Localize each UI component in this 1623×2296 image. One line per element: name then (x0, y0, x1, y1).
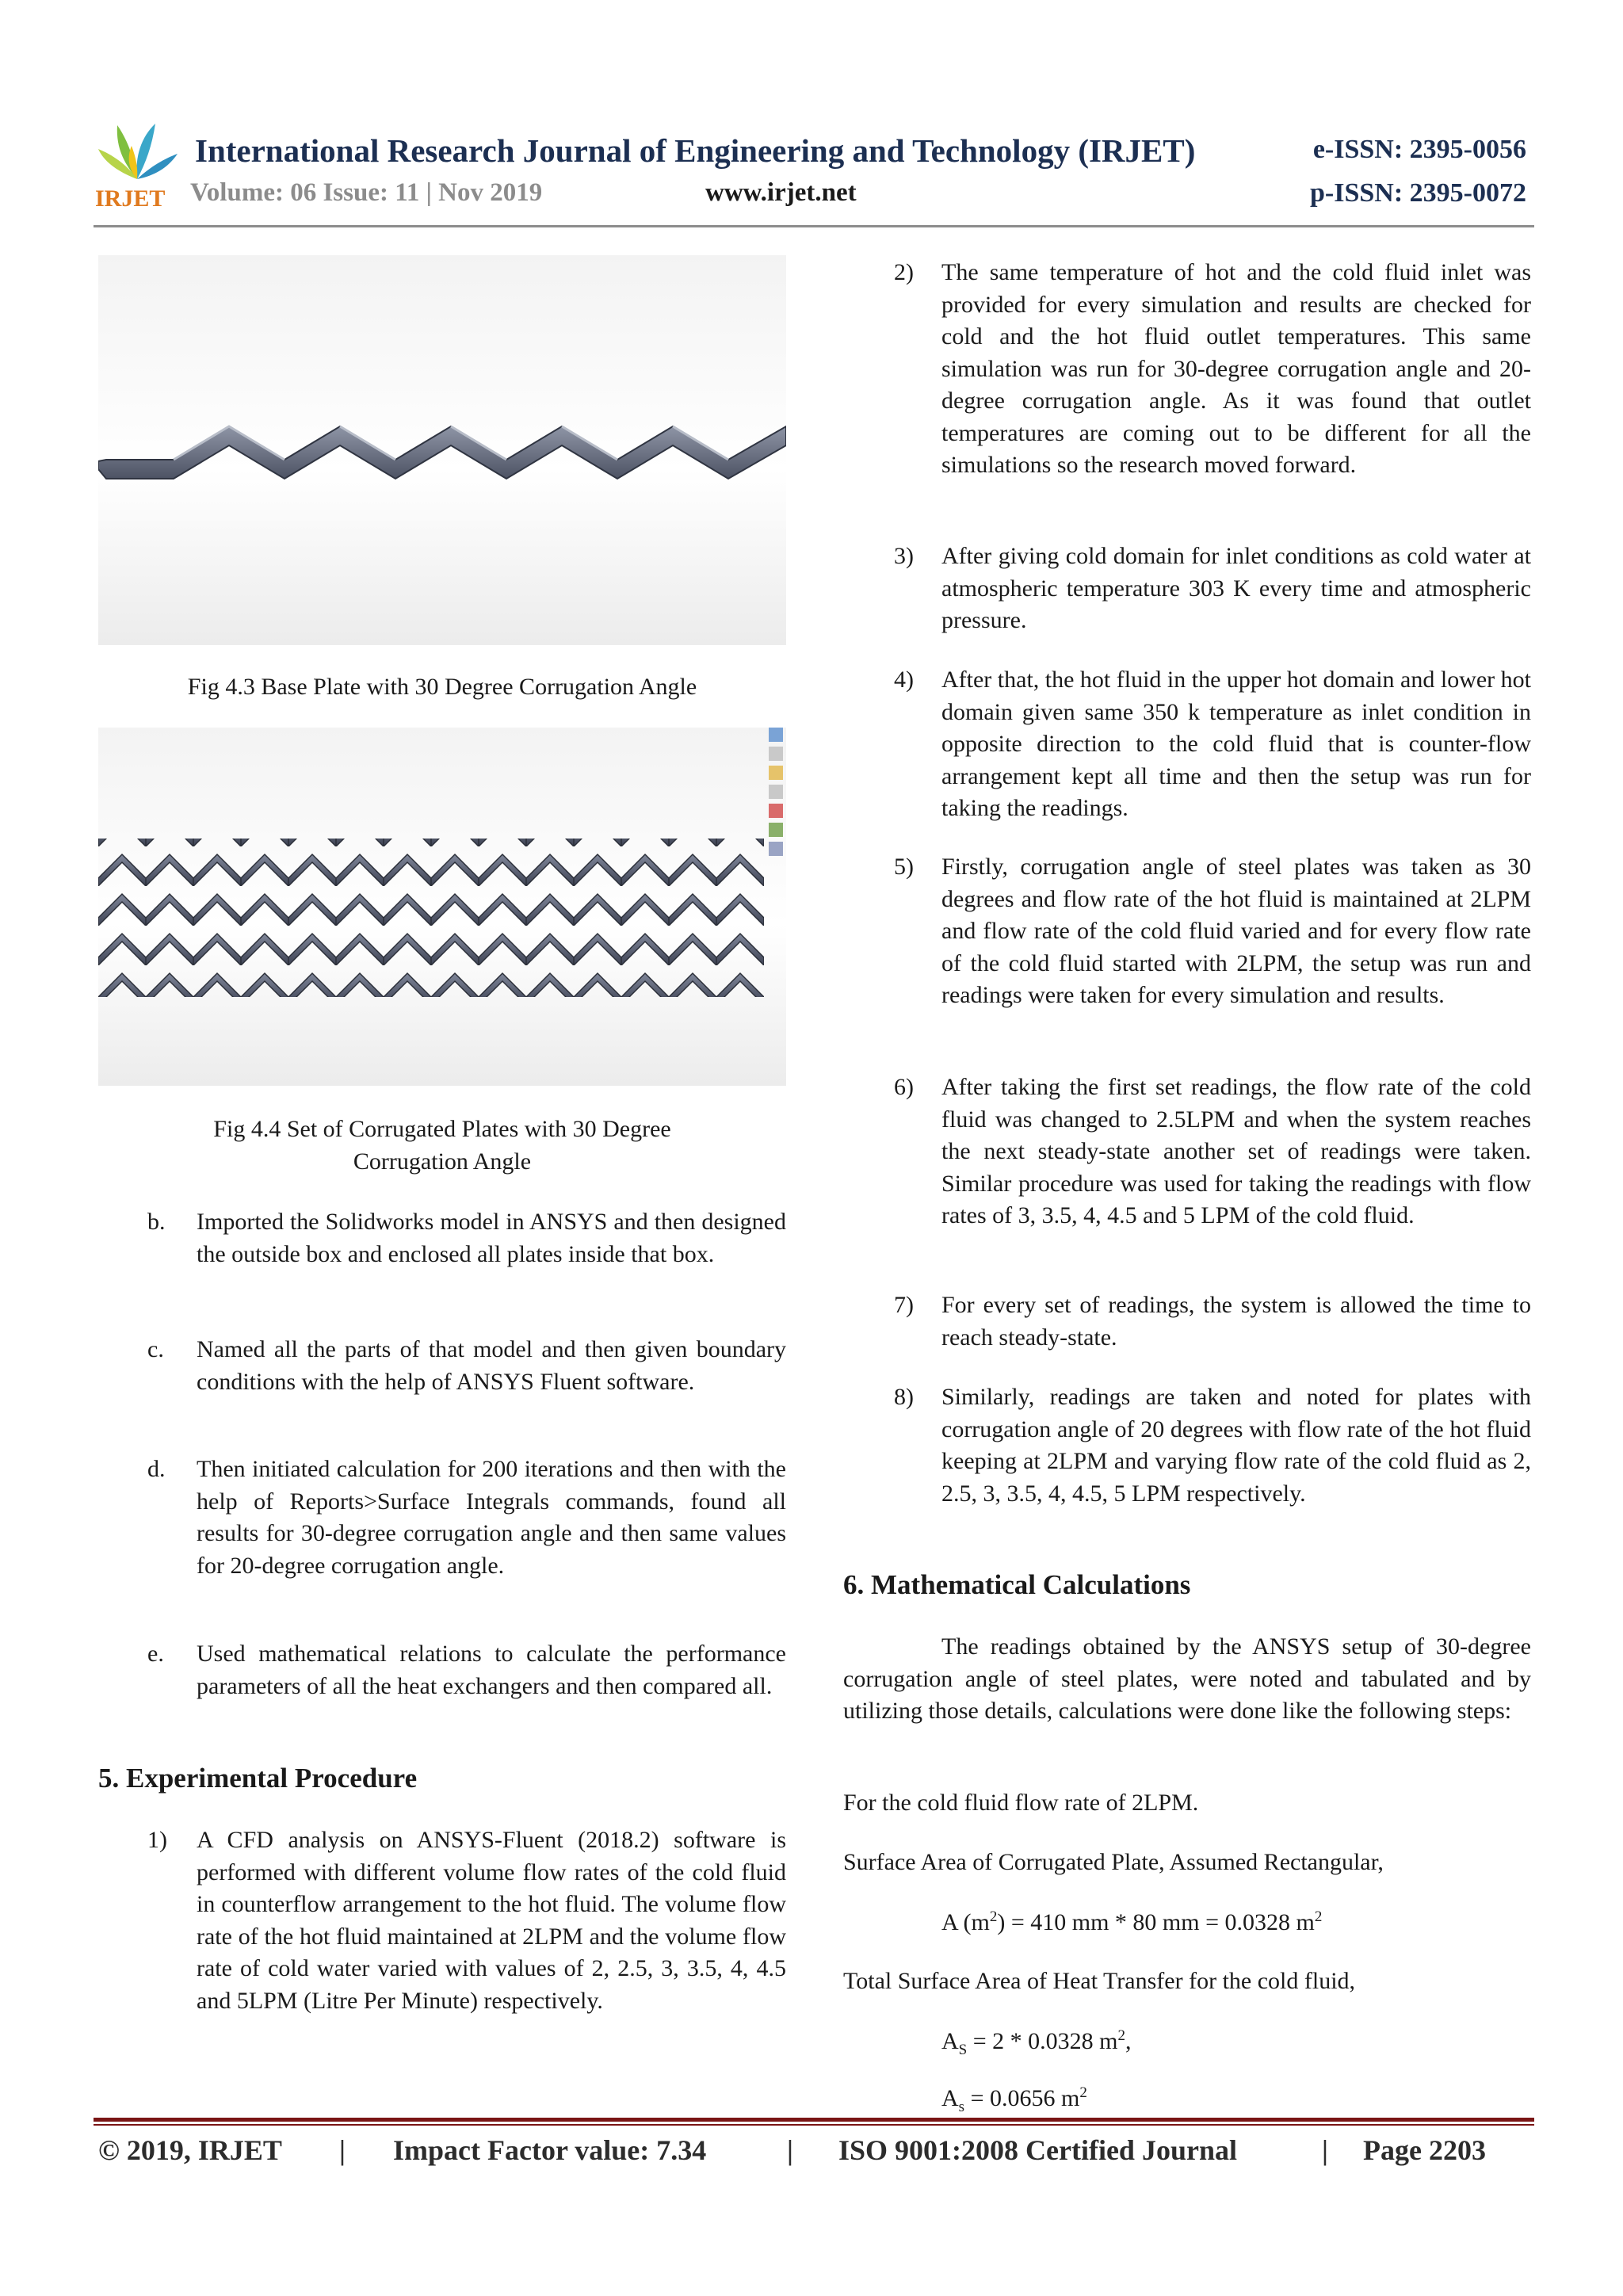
section-heading: 6. Mathematical Calculations (843, 1569, 1191, 1600)
section-heading: 5. Experimental Procedure (98, 1763, 418, 1794)
journal-title: International Research Journal of Engineering and Technology (IRJET) (195, 132, 1196, 169)
list-item: 4) After that, the hot fluid in the upper hot domain and lower hot domain given same 350 k temperature as inlet condition in opposite direction to the cold fluid that is counter-flow arrangement kept all time and then the setup was run for taking the readings. (894, 667, 1531, 821)
list-item: 2) The same temperature of hot and the cold fluid inlet was provided for every simulation and results are checked for cold and the hot fluid outlet temperatures. This same simulation was run for 30-degree corrugation angle and 20-degree corrugation angle. As it was found that outlet temperatures are coming out to be different for all the simulations so the research moved forward. (894, 259, 1531, 478)
e-issn: e-ISSN: 2395-0056 (1312, 135, 1526, 164)
footer-separator: | (1322, 2134, 1328, 2166)
equation: A $(m^2) = 410$ mm * 80 mm = 0.0328 $m^2$ (941, 1908, 1323, 1935)
equation: $A_S = 2 * 0.0328$ $m^2$, (941, 2027, 1132, 2058)
list-item: 8) Similarly, readings are taken and noted for plates with corrugation angle of 20 degrees with flow rate of the hot fluid keeping at 2LPM and varying flow rate of the cold fluid as 2, 2.5, 3, 3.5, 4, 4.5, 5 LPM respectively. (894, 1384, 1531, 1507)
list-item: d. Then initiated calculation for 200 iterations and then with the help of Reports>Surface Integrals commands, found all results for 30-degree corrugation angle and then same values for 20-degree corrugation angle. (147, 1456, 786, 1579)
figure-corrugated-plate-set (98, 728, 786, 1086)
list-item: e. Used mathematical relations to calculate the performance parameters of all the heat exchangers and then compared all. (147, 1641, 786, 1699)
text-line: Total Surface Area of Heat Transfer for the cold fluid, (843, 1968, 1356, 1994)
footer-page-number: Page 2203 (1363, 2134, 1486, 2166)
footer-divider (94, 2124, 1534, 2126)
text-line: For the cold fluid flow rate of 2LPM. (843, 1790, 1199, 1816)
list-item: 1) A CFD analysis on ANSYS-Fluent (2018.2) software is performed with different volume flow rates of the cold fluid in counterflow arrangement to the hot fluid. The volume flow rate of the hot fluid maintained at 2LPM and the volume flow rate of cold water varied with values of 2, 2.5, 3, 3.5, 4, 4.5 and 5LPM (Litre Per Minute) respectively. (147, 1827, 786, 2014)
irjet-logo (94, 117, 181, 212)
footer-iso: ISO 9001:2008 Certified Journal (838, 2134, 1237, 2166)
figure-base-plate (98, 255, 786, 645)
volume-issue: Volume: 06 Issue: 11 | Nov 2019 (190, 178, 543, 207)
list-item: 7) For every set of readings, the system is allowed the time to reach steady-state. (894, 1292, 1531, 1350)
svg-text:IRJET: IRJET (95, 185, 166, 212)
list-item: b. Imported the Solidworks model in ANSYS and then designed the outside box and enclosed all plates inside that box. (147, 1209, 786, 1267)
list-item: 5) Firstly, corrugation angle of steel plates was taken as 30 degrees and flow rate of the hot fluid is maintained at 2LPM and flow rate of the cold fluid varied and for every flow rate of the cold fluid started with 2LPM, the setup was run and readings were taken for every simulation and results. (894, 854, 1531, 1008)
journal-website: www.irjet.net (705, 178, 857, 207)
footer-separator: | (339, 2134, 346, 2166)
list-item: 3) After giving cold domain for inlet conditions as cold water at atmospheric temperature 303 K every time and atmospheric pressure. (894, 543, 1531, 633)
text-line: Surface Area of Corrugated Plate, Assumed Rectangular, (843, 1849, 1384, 1875)
figure-caption: Fig 4.4 Set of Corrugated Plates with 30 Degree Corrugation Angle (213, 1116, 671, 1175)
toolbar-icons (769, 728, 783, 856)
footer-separator: | (787, 2134, 793, 2166)
list-item: 6) After taking the first set readings, the flow rate of the cold fluid was changed to 2.5LPM and when the system reaches the next steady-state another set of readings were taken. Similar procedure was used for taking the readings with flow rates of 3, 3.5, 4, 4.5 and 5 LPM of the cold fluid. (894, 1074, 1531, 1228)
p-issn: p-ISSN: 2395-0072 (1310, 178, 1526, 208)
equation: $A_s = 0.0656$ $m^2$ (941, 2084, 1087, 2115)
list-item: c. Named all the parts of that model and then given boundary conditions with the help of ANSYS Fluent software. (147, 1336, 786, 1395)
figure-caption: Fig 4.3 Base Plate with 30 Degree Corrugation Angle (187, 674, 697, 700)
footer-impact-factor: Impact Factor value: 7.34 (393, 2134, 707, 2166)
footer-divider (94, 2118, 1534, 2122)
footer-copyright: © 2019, IRJET (98, 2134, 282, 2166)
header-divider (94, 225, 1534, 227)
paragraph: The readings obtained by the ANSYS setup of 30-degree corrugation angle of steel plates, were noted and tabulated and by utilizing those details, calculations were done like the following steps: (843, 1633, 1531, 1724)
